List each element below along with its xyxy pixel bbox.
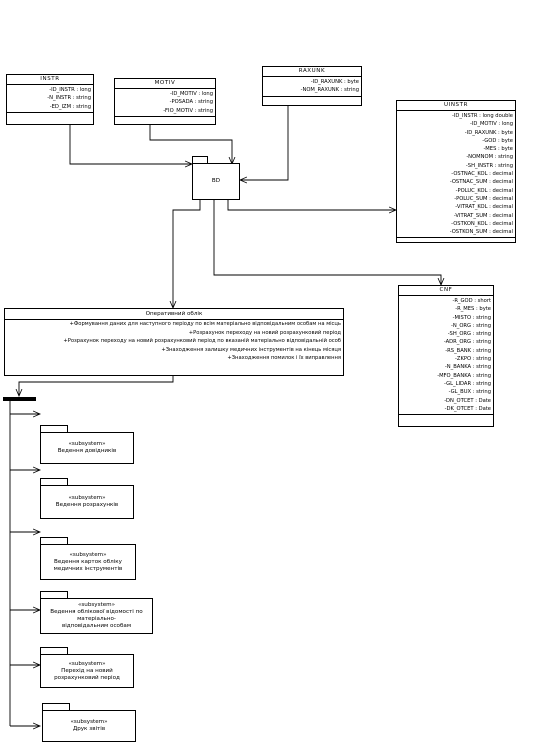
subsystem-body: [40, 432, 134, 464]
class-raxunk[interactable]: [262, 66, 362, 106]
attr: -SH_ORG : string: [447, 331, 491, 338]
class-motiv[interactable]: [114, 78, 216, 125]
class-motiv-ops: [115, 117, 215, 123]
class-raxunk-name: RAXUNK: [263, 67, 361, 77]
subsystem-stereotype: «subsystem»: [77, 602, 116, 608]
subsystem-stereotype: «subsystem»: [69, 551, 107, 558]
subsystem-body: [40, 544, 136, 580]
attr: -ADR_ORG : string: [443, 339, 491, 346]
subsystem-body: [40, 598, 153, 634]
attr: -OSTNAC_SUM : decimal: [449, 179, 513, 186]
attr: -ID_INSTR : long double: [451, 113, 513, 119]
attr: -R_GOD : short: [452, 298, 491, 304]
attr: -NOM_RAXUNK : string: [300, 87, 359, 94]
attr: -OSTNAC_KOL : decimal: [451, 171, 513, 178]
class-cnf-attrs: [399, 296, 493, 415]
subsystem-body: [42, 710, 136, 742]
subsystem-body: [40, 654, 134, 688]
attr: -POLUC_SUM : decimal: [454, 195, 513, 202]
subsystem-new-period[interactable]: [40, 647, 134, 688]
class-uinstr-name: UINSTR: [397, 101, 515, 111]
class-cnf-name: CNF: [399, 286, 493, 296]
class-instr-attrs: [7, 85, 93, 113]
subsystem-stereotype: «subsystem»: [68, 441, 106, 447]
attr: -N_ORG : string: [451, 322, 491, 329]
attr: -DK_OTCET : Date: [444, 405, 491, 412]
connector-raxunk-bd: [240, 98, 288, 180]
class-raxunk-attrs: [263, 77, 361, 97]
synchronization-bar: [3, 397, 36, 401]
subsystem-accounting-sheet[interactable]: [40, 591, 153, 634]
connector-instr-bd: [70, 125, 192, 164]
attr: -ID_MOTIV : long: [169, 91, 213, 97]
package-bd[interactable]: [192, 156, 240, 200]
attr: -N_INSTR : string: [47, 95, 91, 102]
attr: -OSTKON_SUM : decimal: [449, 229, 513, 236]
operation: +Формування даних для наступного періоду по всім матеріально відповідальним особам на місць: [69, 321, 341, 327]
attr: -R_MES : byte: [455, 306, 491, 313]
connector-uinstr-bd: [228, 200, 396, 210]
subsystem-stereotype: «subsystem»: [68, 495, 106, 501]
attr: -POLUC_KOL : decimal: [455, 187, 513, 194]
class-operative-accounting[interactable]: [4, 308, 344, 376]
attr: -OSTKON_KOL : decimal: [451, 220, 513, 227]
attr: -GL_LIDAR : string: [444, 380, 491, 387]
subsystem-name: Ведення карток обліку медичних інструментів: [53, 558, 123, 572]
class-motiv-attrs: [115, 89, 215, 117]
subsystem-name: Перехід на новий розрахунковий період: [54, 667, 120, 681]
attr: -N_BANKA : string: [444, 364, 491, 371]
operation: +Знаходження помилок і їх виправлення: [227, 355, 341, 362]
class-operative-name: Оперативний облік: [5, 309, 343, 320]
class-instr[interactable]: [6, 74, 94, 125]
attr: -SH_INSTR : string: [465, 162, 513, 169]
attr: -ID_INSTR : long: [49, 87, 91, 93]
class-raxunk-ops: [263, 97, 361, 104]
class-uinstr-ops: [397, 238, 515, 247]
attr: -NOMNOM : string: [466, 154, 513, 161]
attr: -VITRAT_SUM : decimal: [453, 212, 513, 219]
subsystem-print-reports[interactable]: [42, 703, 136, 742]
subsystem-stereotype: «subsystem»: [70, 719, 108, 725]
subsystem-stereotype: «subsystem»: [68, 660, 106, 667]
attr: -GL_BUX : string: [448, 389, 491, 396]
attr: -MES : byte: [483, 146, 513, 153]
subsystem-name: Ведення облікової відомості по матеріально- відповідальним особам: [50, 609, 143, 629]
class-instr-ops: [7, 113, 93, 122]
class-uinstr[interactable]: [396, 100, 516, 243]
subsystem-instrument-cards[interactable]: [40, 537, 136, 580]
connector-bd-operative: [173, 200, 200, 308]
attr: -VITRAT_KOL : decimal: [455, 204, 513, 211]
subsystem-name: Друк звітів: [72, 726, 106, 732]
subsystem-calculations[interactable]: [40, 478, 134, 519]
attr: -DN_OTCET : Date: [444, 397, 491, 404]
connector-operative-bar: [19, 376, 173, 396]
attr: -ID_MOTIV : long: [469, 121, 513, 128]
subsystem-name: Ведення розрахунків: [55, 502, 119, 508]
class-motiv-name: MOTIV: [115, 79, 215, 89]
operation: +Знаходження залишку медичних інструментів на кінець місяця: [161, 346, 341, 353]
attr: -RS_BANK : string: [445, 347, 491, 354]
attr: -ED_IZM : string: [49, 103, 91, 110]
attr: -ID_RAXUNK : byte: [310, 79, 359, 85]
subsystem-body: [40, 485, 134, 519]
attr: -MISTO : string: [452, 314, 491, 321]
class-uinstr-attrs: [397, 111, 515, 238]
operation: +Розрахунок переходу на новий розрахунковий період по вказаній матеріально відповідальній особ: [63, 338, 341, 345]
class-cnf[interactable]: [398, 285, 494, 427]
attr: -FIO_MOTIV : string: [163, 107, 213, 114]
package-bd-body: [192, 163, 240, 200]
class-cnf-ops: [399, 415, 493, 424]
subsystem-name: Ведення довідників: [57, 448, 117, 454]
attr: -ZKPO : string: [455, 356, 491, 363]
class-instr-name: INSTR: [7, 75, 93, 85]
subsystem-directories[interactable]: [40, 425, 134, 464]
attr: -GOD : byte: [482, 137, 513, 144]
attr: -MFO_BANKA : string: [437, 372, 491, 379]
attr: -ID_RAXUNK : byte: [464, 129, 513, 136]
operation: +Розрахунок переходу на новий розрахунковий період: [188, 329, 341, 336]
attr: -POSADA : string: [169, 99, 213, 106]
package-bd-name: BD: [211, 178, 221, 184]
